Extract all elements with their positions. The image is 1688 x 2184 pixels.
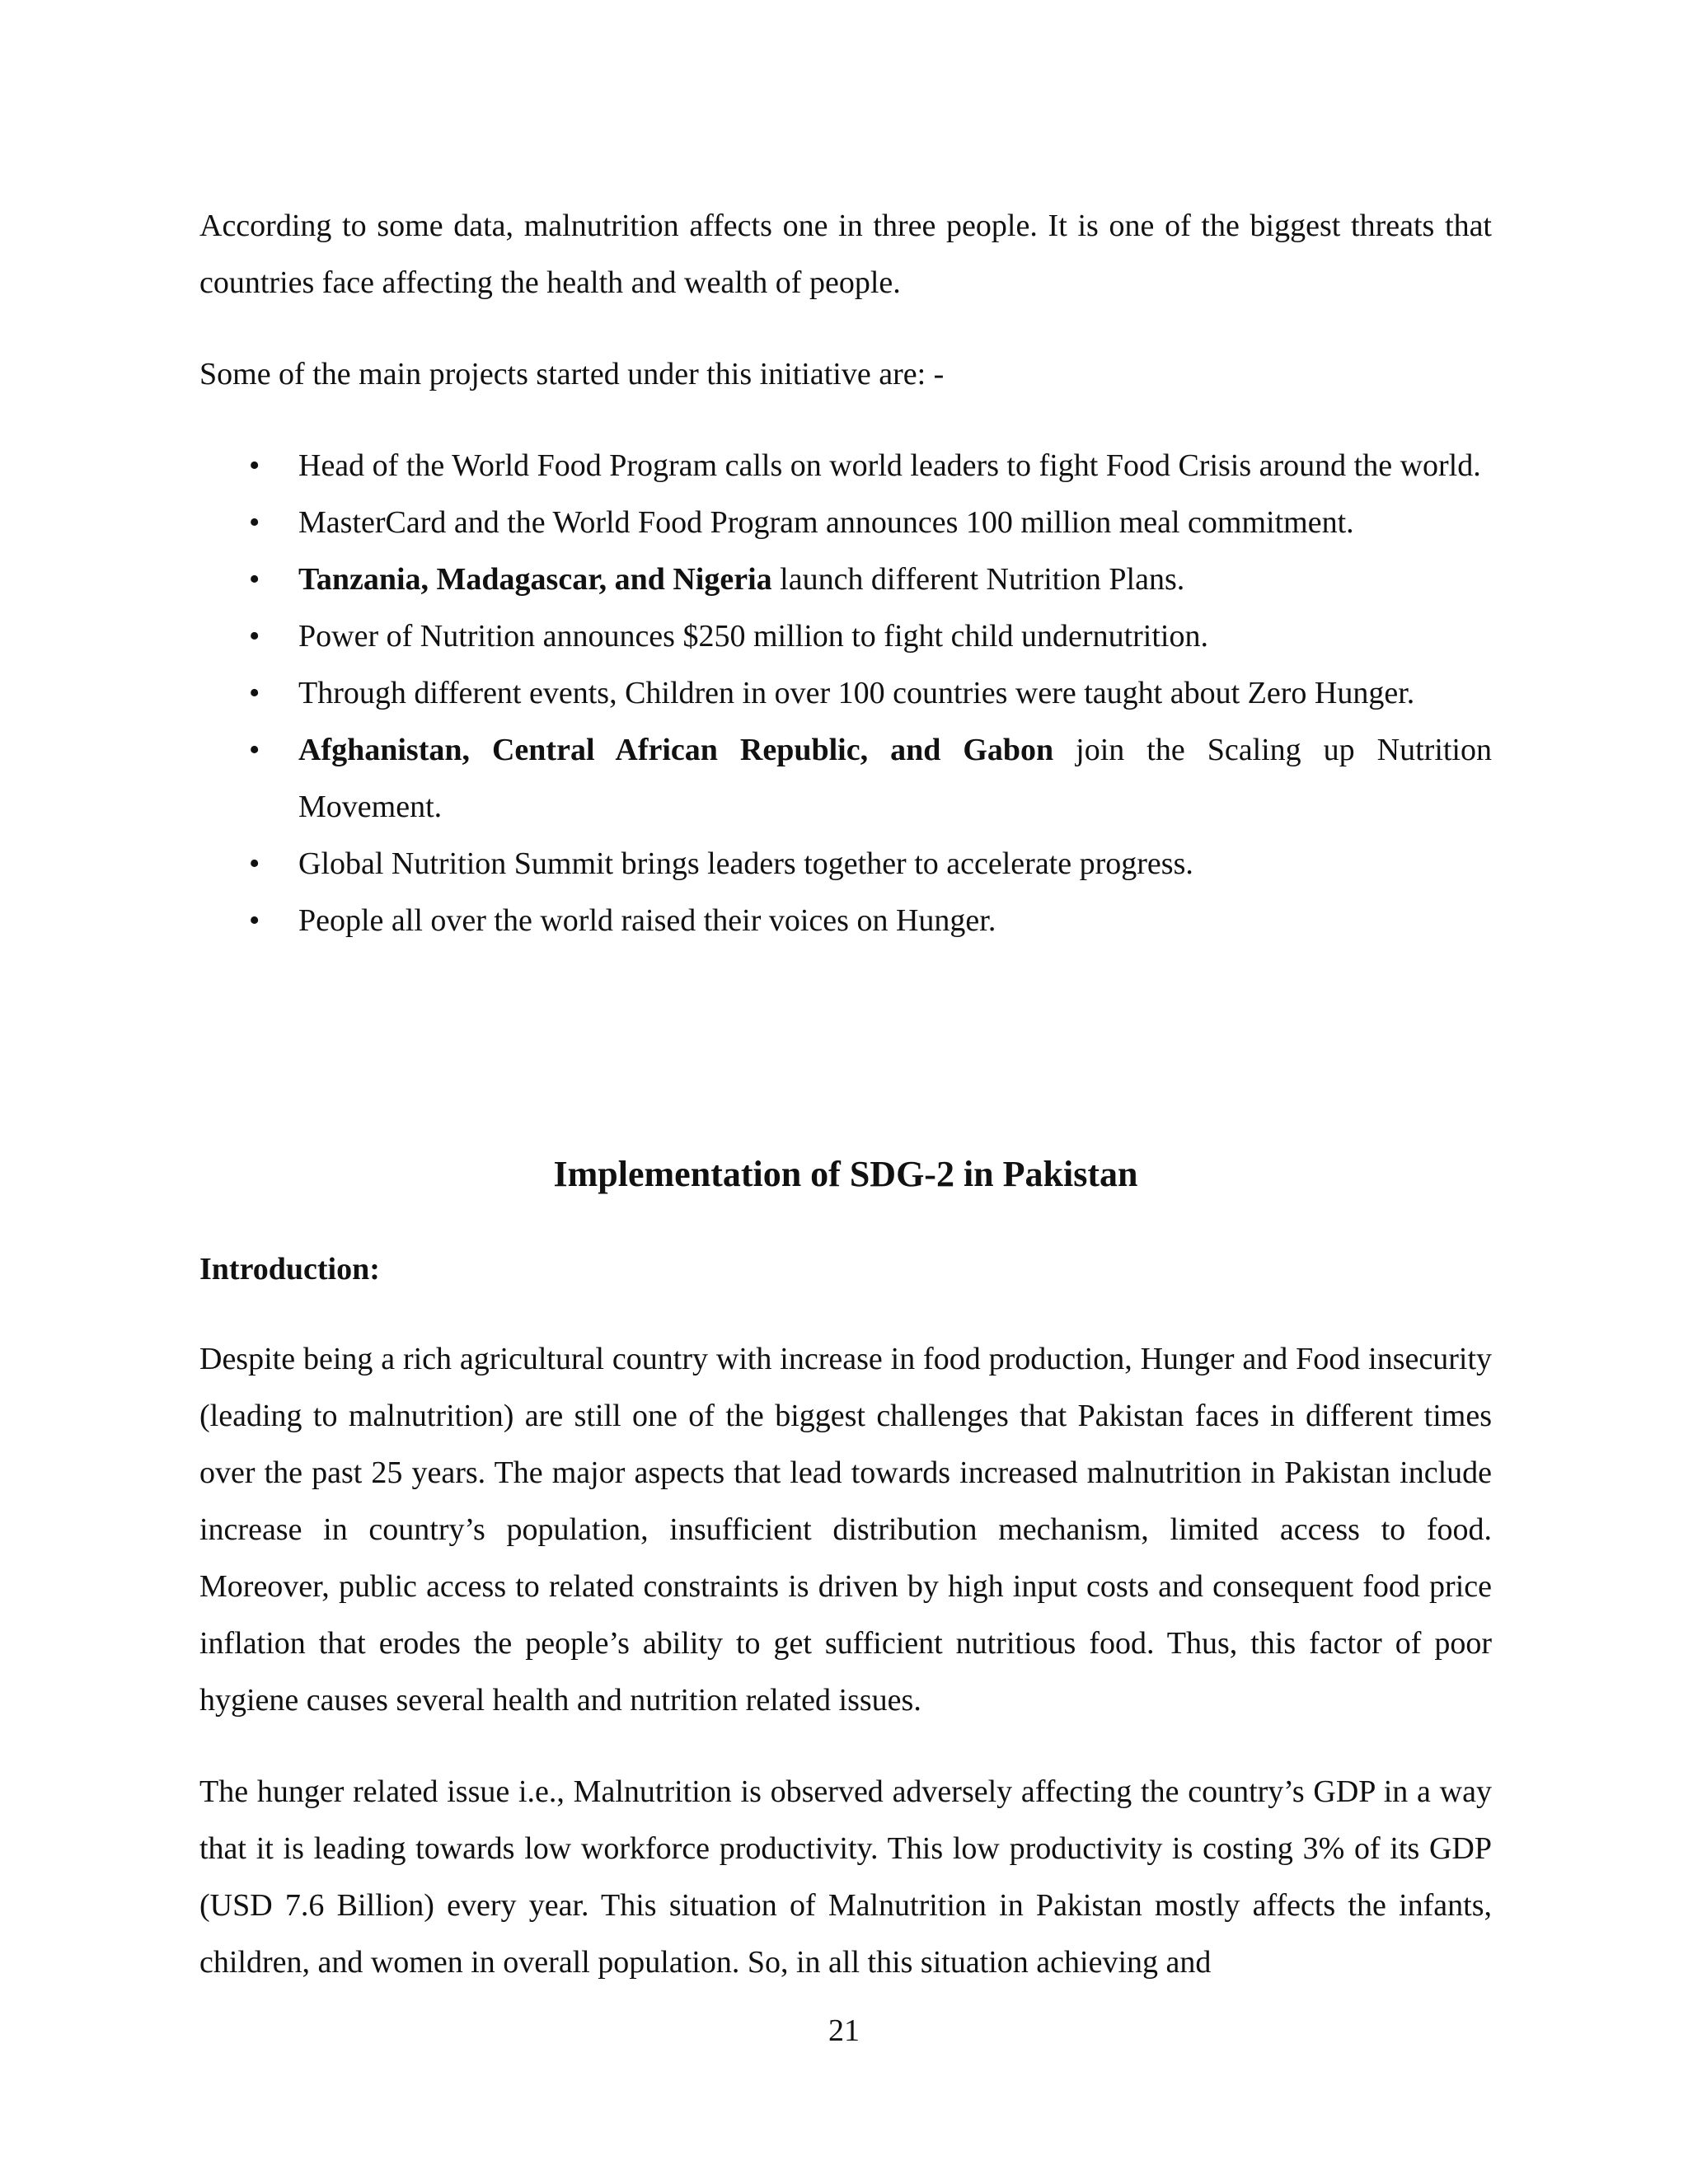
document-top-section bbox=[199, 198, 1492, 949]
section-heading: Implementation of SDG-2 in Pakistan bbox=[553, 1154, 1138, 1194]
list-item bbox=[199, 893, 1492, 949]
bullet-icon: • bbox=[249, 733, 260, 767]
list-item-text: join the Scaling up Nutrition Movement. bbox=[298, 733, 1492, 824]
list-item-text: Through different events, Children in over 100 countries were taught about Zero Hunger. bbox=[298, 676, 1415, 710]
list-item bbox=[199, 551, 1492, 608]
list-item-text: Power of Nutrition announces $250 million to fight child undernutrition. bbox=[298, 619, 1208, 654]
list-item bbox=[199, 836, 1492, 893]
introduction-body bbox=[199, 1331, 1492, 1991]
bullet-icon: • bbox=[249, 846, 260, 881]
bullet-icon: • bbox=[249, 505, 260, 540]
list-item-bold: Tanzania, Madagascar, and Nigeria bbox=[298, 562, 772, 597]
list-item bbox=[199, 438, 1492, 494]
list-item bbox=[199, 608, 1492, 665]
list-item-text: MasterCard and the World Food Program announces 100 million meal commitment. bbox=[298, 505, 1354, 540]
intro-paragraph: According to some data, malnutrition affects one in three people. It is one of the biggest threats that countries face affecting the health and wealth of people. bbox=[199, 209, 1492, 300]
bullet-icon: • bbox=[249, 619, 260, 654]
bullet-icon: • bbox=[249, 448, 260, 483]
page-number: 21 bbox=[828, 2013, 860, 2048]
projects-lead-paragraph: Some of the main projects started under this initiative are: - bbox=[199, 357, 945, 391]
list-item bbox=[199, 665, 1492, 722]
list-item-text: launch different Nutrition Plans. bbox=[771, 562, 1185, 597]
bullet-icon: • bbox=[249, 903, 260, 938]
introduction-subheading: Introduction: bbox=[199, 1252, 380, 1286]
bullet-icon: • bbox=[249, 676, 260, 710]
introduction-paragraph-2: The hunger related issue i.e., Malnutrition is observed adversely affecting the country’s GDP in a way that it is leading towards low workforce productivity. This low productivity is costing 3% of its GDP (USD 7.6 Billion) every year. This situation of Malnutrition in Pakistan mostly affects the infants, children, and women in overall population. So, in all this situation achieving and bbox=[199, 1774, 1492, 1980]
list-item-bold: Afghanistan, Central African Republic, and Gabon bbox=[298, 733, 1054, 767]
list-item bbox=[199, 722, 1492, 836]
bullet-icon: • bbox=[249, 562, 260, 597]
list-item-text: Head of the World Food Program calls on world leaders to fight Food Crisis around the world. bbox=[298, 448, 1481, 483]
list-item-text: Global Nutrition Summit brings leaders together to accelerate progress. bbox=[298, 846, 1193, 881]
projects-bullet-list bbox=[199, 438, 1492, 949]
list-item-text: People all over the world raised their voices on Hunger. bbox=[298, 903, 996, 938]
list-item bbox=[199, 494, 1492, 551]
introduction-paragraph-1: Despite being a rich agricultural country with increase in food production, Hunger and Food insecurity (leading to malnutrition) are still one of the biggest challenges that Pakistan faces in different times over the past 25 years. The major aspects that lead towards increased malnutrition in Pakistan include increase in country’s population, insufficient distribution mechanism, limited access to food. Moreover, public access to related constraints is driven by high input costs and consequent food price inflation that erodes the people’s ability to get sufficient nutritious food. Thus, this factor of poor hygiene causes several health and nutrition related issues. bbox=[199, 1342, 1492, 1718]
